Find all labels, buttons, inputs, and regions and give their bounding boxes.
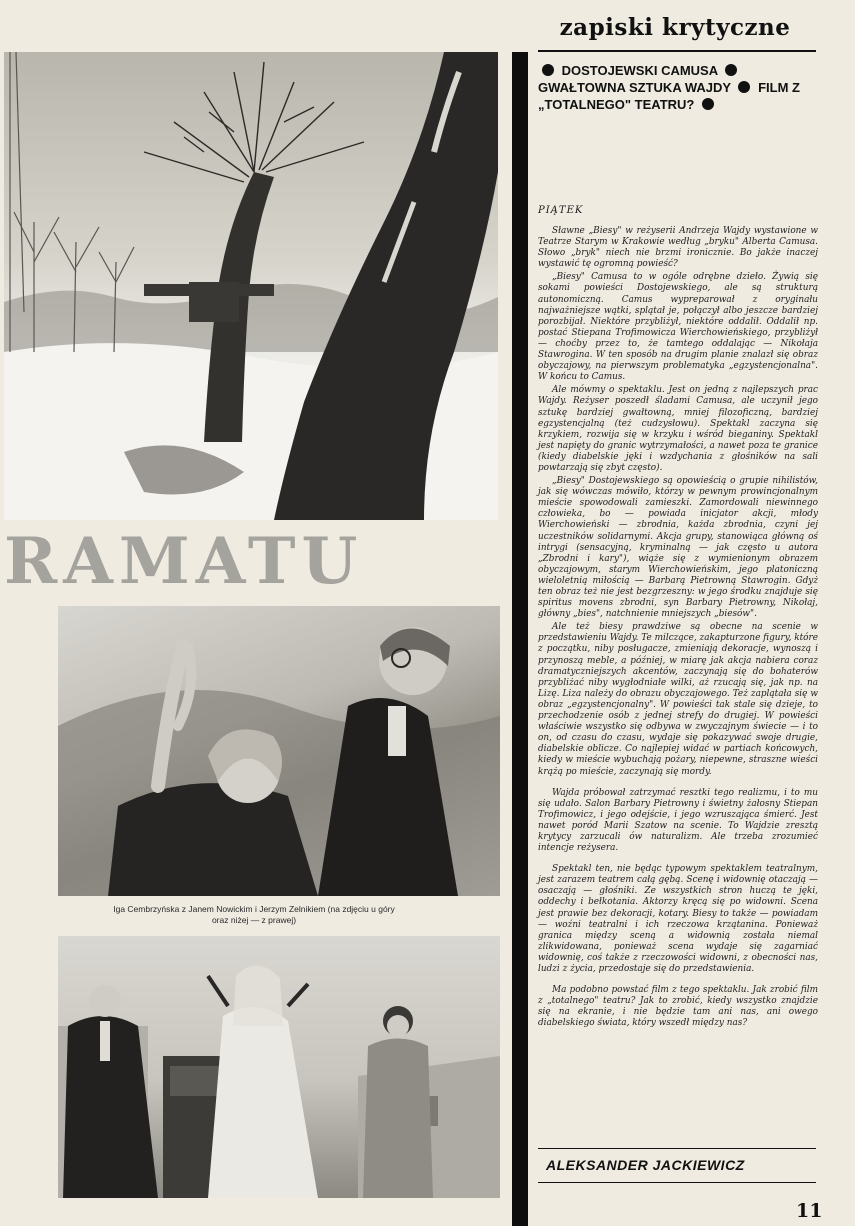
article-paragraph: Wajda próbował zatrzymać resztki tego realizmu, i to mu się udało. Salon Barbary Pietrowny i świetny żałosny Stiepan Trofimowicz, i jego odejście, i jego wzruszająca śmierć. Jest nawet poród Marii Szatow na scenie. To Wajdzie zresztą krytycy zarzucali ów naturalizm. Ale trzeba zrozumieć intencje reżysera. xyxy=(538,787,818,854)
article-paragraph: „Biesy" Dostojewskiego są opowieścią o grupie nihilistów, jak się wówczas mówiło, którzy w pewnym prowincjonalnym mieście spowodowali zamieszki. Zamordowali niewinnego człowieka, bo — powiada inicjator akcji, młody Wierchowieński — zbrodnia, każda zbrodnia, czyni jej uczestników solidarnymi. Akcja grupy, stanowiąca główną oś intrygi (sensacyjną, kryminalną — jak często u autora „Zbrodni i kary"), wiąże się z wymienionym obrazem obyczajowym, starym Wierchowieńskim, jego platoniczną wieloletnią miłością — Barbarą Pietrowną Stawrogin. Gdyż ten obraz też nie jest bezgrzeszny: w jego środku znajduje się spiritus movens zbrodni, syn Barbary Pietrowny, Nikołaj, główny „bies", natchnienie mniejszych „biesów". xyxy=(538,476,818,620)
article-paragraph: Ale też biesy prawdziwe są obecne na scenie w przedstawieniu Wajdy. Te milczące, zakapturzone figury, które z początku, niby posługacze, zmieniają dekoracje, wynoszą i przynoszą meble, a później, w miarę jak akcja nabiera coraz dramatyczniejszych akcentów, zaczynają się do bohaterów przybliżać niby wygłodniałe wilki, aż rzucają się, jak np. na Lizę. Liza należy do obrazu obyczajowego. Też zaplątała się w obraz „egzystencjonalny". W powieści tak stale się dzieje, to przechodzenie osób z jednej strefy do drugiej. W powieści właściwie wszystko się odbywa w zwyczajnym świecie — i to on, od czasu do czasu, wydaje się pokazywać swoje drugie, diabelskie oblicze. Co najlepiej widać w partiach końcowych, kiedy w mieście wybuchają pożary, niepewne, straszne wieści krążą po mieście, zaczynają się mordy. xyxy=(538,622,818,777)
article-paragraph: Ma podobno powstać film z tego spektaklu. Jak zrobić film z „totalnego" teatru? Jak to zrobić, kiedy wszystko znajdzie się na ekranie, i nie będzie tam ani nas, ani owego diabelskiego świata, który wszedł między nas? xyxy=(538,985,818,1029)
teaser-item: GWAŁTOWNA SZTUKA WAJDY xyxy=(538,80,731,95)
column-separator-bar xyxy=(512,52,528,1226)
teaser-item: FILM Z „TOTALNEGO" TEATRU? xyxy=(538,80,800,112)
bullet-dot xyxy=(725,64,737,76)
teaser-item: DOSTOJEWSKI CAMUSA xyxy=(561,63,718,78)
bullet-dot xyxy=(702,98,714,110)
bullet-dot xyxy=(542,64,554,76)
section-title: zapiski krytyczne xyxy=(559,14,791,41)
bullet-dot xyxy=(738,81,750,93)
author-rule-bottom xyxy=(538,1182,816,1183)
teaser-bullets xyxy=(538,62,814,113)
actors-photo-bottom xyxy=(58,936,500,1198)
winter-trees-photo xyxy=(4,52,498,520)
article-paragraph: Ale mówmy o spektaklu. Jest on jedną z najlepszych prac Wajdy. Reżyser poszedł śladami Camusa, ale uczynił jego sztukę bardziej gwałtowną, mniej filozoficzną, bardziej egzystencjalną (też cudzysłowu). Spektakl zaczyna się krzykiem, rozwija się w krzyku i wśród bieganiny. Spektakl jest napięty do granic wytrzymałości, a nawet poza te granice (kiedy diabelskie jęki i wzdychania z głośników na sali powtarzają się zbyt często). xyxy=(538,385,818,473)
article-paragraph: „Biesy" Camusa to w ogóle odrębne dzieło. Żywią się sokami powieści Dostojewskiego, ale są strukturą autonomiczną. Camus wypreparował z oryginału najważniejsze wątki, splątał je, połączył albo jeszcze bardziej porozbijał. Niektóre przybliżył, niektóre oddalił. Oddalił np. postać Stiepana Trofimowicza Wierchowieńskiego, przybliżył — choćby przez to, że tamtego oddalając — Nikołaja Stawrogina. W ten sposób na drugim planie znalazł się obraz obyczajowy, na pierwszym problematyka „egzystencjonalna". W końcu to Camus. xyxy=(538,272,818,383)
page-number: 11 xyxy=(796,1200,823,1222)
actors-photo-top xyxy=(58,606,500,896)
author-name: ALEKSANDER JACKIEWICZ xyxy=(546,1157,745,1173)
article-paragraph: Spektakl ten, nie będąc typowym spektaklem teatralnym, jest zarazem teatrem całą gębą. Scenę i widownię otaczają — osaczają — głośniki. Ze wszystkich stron huczą te jęki, oddechy i bełkotania. Aktorzy kręcą się po widowni. Scena jest prawie bez dekoracji, kotary. Biesy to także — powiadam — woźni teatralni i ich rzeczowa krzątanina. Ponieważ granica między sceną a widownią została niemal zlikwidowana, ponieważ scena wydaje się zagarniać widownię, coś także z rzeczowości widowni, z obecności nas, ludzi z życia, przedostaje się do przedstawienia. xyxy=(538,864,818,974)
photo-caption: Iga Cembrzyńska z Janem Nowickim i Jerzym Zelnikiem (na zdjęciu u góry oraz niżej — z prawej) xyxy=(113,904,395,925)
article-body xyxy=(538,226,818,1031)
article-paragraph: Sławne „Biesy" w reżyserii Andrzeja Wajdy wystawione w Teatrze Starym w Krakowie według „bryku" Alberta Camusa. Słowo „bryk" niech nie brzmi ironicznie. Bo jakże inaczej wystawić tę ogromną powieść? xyxy=(538,226,818,270)
author-rule-top xyxy=(538,1148,816,1149)
title-rule xyxy=(538,50,816,52)
day-label: PIĄTEK xyxy=(538,205,584,216)
headline-fragment: RAMATU xyxy=(4,532,364,592)
